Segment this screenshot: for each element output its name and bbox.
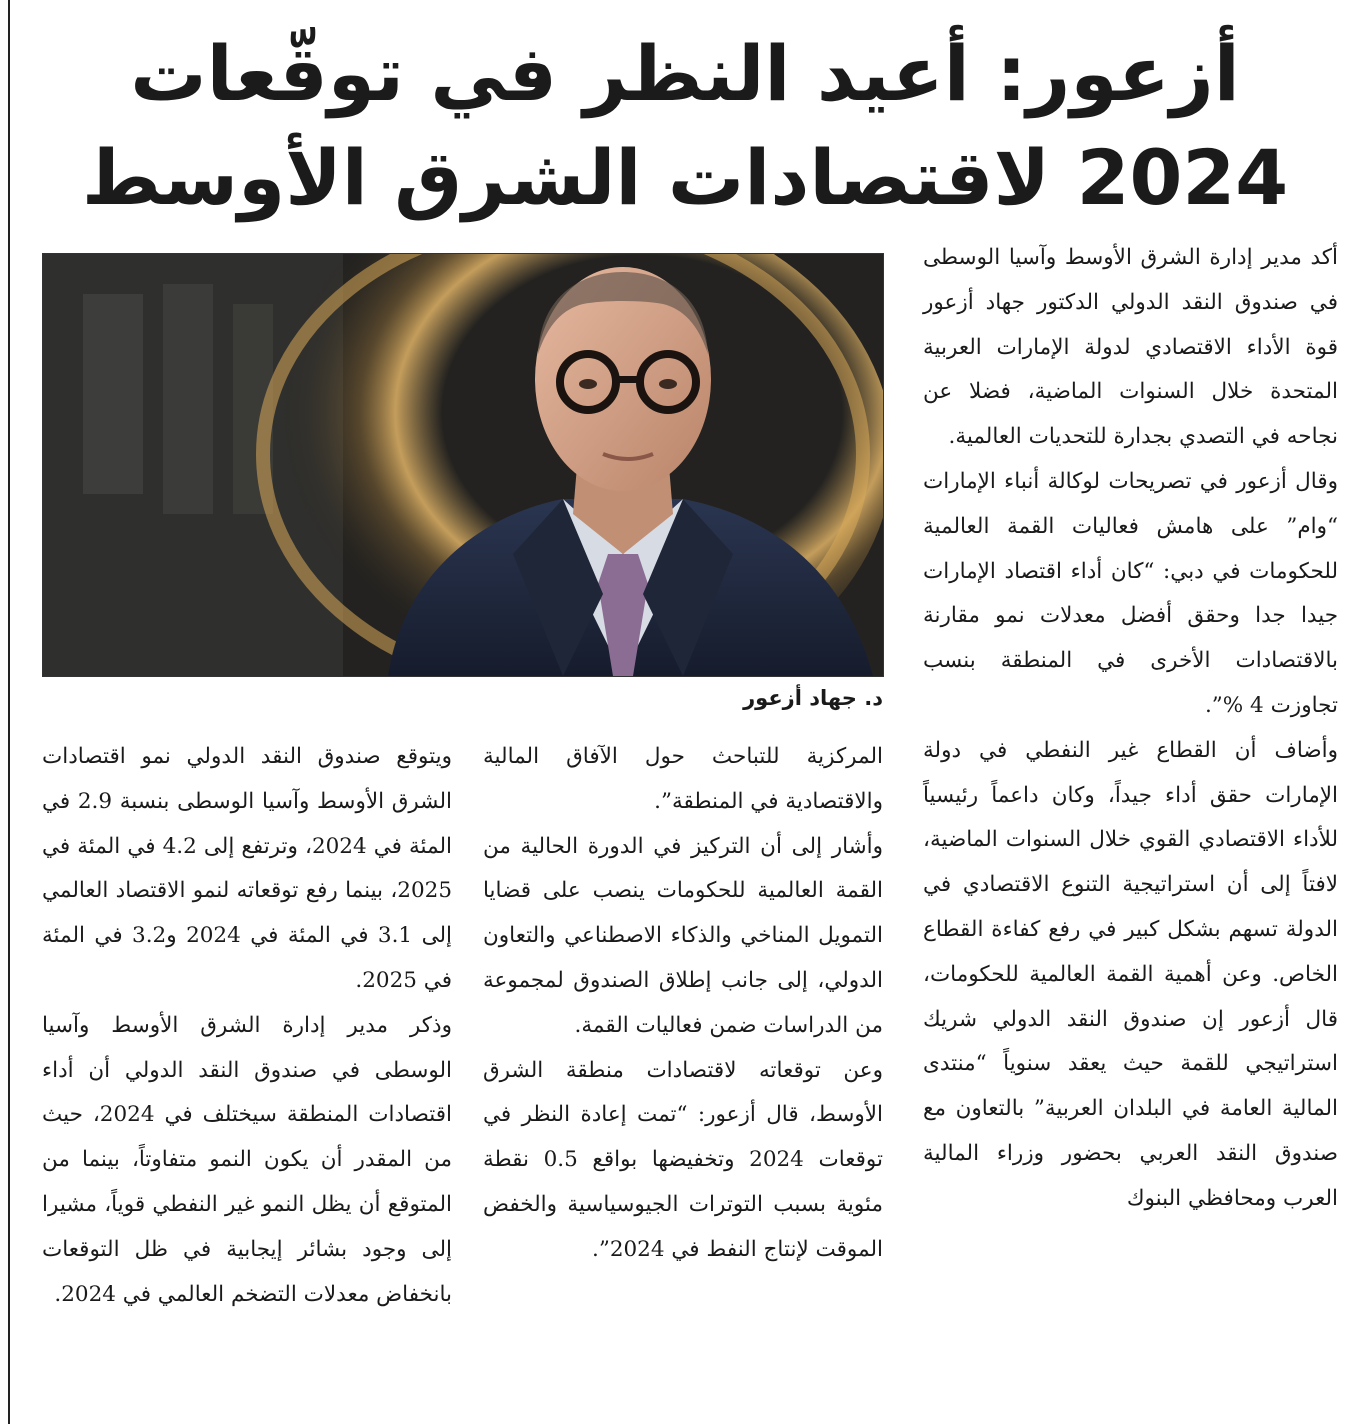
paragraph: وعن توقعاته لاقتصادات منطقة الشرق الأوسط، قال أزعور: “تمت إعادة النظر في توقعات 2024 وتخفيضها بواقع 0.5 نقطة مئوية بسبب التوترات الجيوسياسية والخفض الموقت لإنتاج النفط في 2024”. xyxy=(483,1057,883,1262)
article-column-left xyxy=(42,735,452,1317)
paragraph: وقال أزعور في تصريحات لوكالة أنباء الإمارات “وام” على هامش فعاليات القمة العالمية للحكومات في دبي: “كان أداء اقتصاد الإمارات جيدا جدا وحقق أفضل معدلات نمو مقارنة بالاقتصادات الأخرى في المنطقة بنسب تجاوزت 4 %”. xyxy=(923,468,1338,718)
portrait-photo xyxy=(42,253,884,677)
article-column-middle xyxy=(483,735,883,1273)
column-rule xyxy=(8,0,10,1424)
headline-line-2: 2024 لاقتصادات الشرق الأوسط xyxy=(81,133,1289,222)
paragraph: وأشار إلى أن التركيز في الدورة الحالية من القمة العالمية للحكومات ينصب على قضايا التمويل المناخي والذكاء الاصطناعي والتعاون الدولي، إلى جانب إطلاق الصندوق لمجموعة من الدراسات ضمن فعاليات القمة. xyxy=(483,833,883,1038)
paragraph: المركزية للتباحث حول الآفاق المالية والاقتصادية في المنطقة”. xyxy=(483,744,883,814)
paragraph: ويتوقع صندوق النقد الدولي نمو اقتصادات الشرق الأوسط وآسيا الوسطى بنسبة 2.9 في المئة في 2024، وترتفع إلى 4.2 في المئة في 2025، بينما رفع توقعاته لنمو الاقتصاد العالمي إلى 3.1 في المئة في 2024 و3.2 في المئة في 2025. xyxy=(42,744,453,993)
article-column-right xyxy=(923,236,1338,1222)
paragraph: وذكر مدير إدارة الشرق الأوسط وآسيا الوسطى في صندوق النقد الدولي أن أداء اقتصادات المنطقة سيختلف في 2024، حيث من المقدر أن يكون النمو متفاوتاً، بينما من المتوقع أن يظل النمو غير النفطي قوياً، مشيرا إلى وجود بشائر إيجابية في ظل التوقعات بانخفاض معدلات التضخم العالمي في 2024. xyxy=(42,1012,452,1307)
portrait-illustration xyxy=(43,254,883,676)
headline-line-1: أزعور: أعيد النظر في توقّعات xyxy=(130,29,1240,118)
photo-caption: د. جهاد أزعور xyxy=(743,686,883,710)
paragraph: وأضاف أن القطاع غير النفطي في دولة الإمارات حقق أداء جيداً، وكان داعماً رئيسياً للأداء الاقتصادي القوي خلال السنوات الماضية، لافتاً إلى أن استراتيجية التنوع الاقتصادي في الدولة تسهم بشكل كبير في رفع كفاءة القطاع الخاص. وعن أهمية القمة العالمية للحكومات، قال أزعور إن صندوق النقد الدولي شريك استراتيجي للقمة حيث يعقد سنوياً “منتدى المالية العامة في البلدان العربية” بالتعاون مع صندوق النقد العربي بحضور وزراء المالية العرب ومحافظي البنوك xyxy=(923,737,1338,1211)
headline xyxy=(60,22,1310,230)
paragraph: أكد مدير إدارة الشرق الأوسط وآسيا الوسطى في صندوق النقد الدولي الدكتور جهاد أزعور قوة الأداء الاقتصادي لدولة الإمارات العربية المتحدة خلال السنوات الماضية، فضلا عن نجاحه في التصدي بجدارة للتحديات العالمية. xyxy=(923,245,1338,450)
